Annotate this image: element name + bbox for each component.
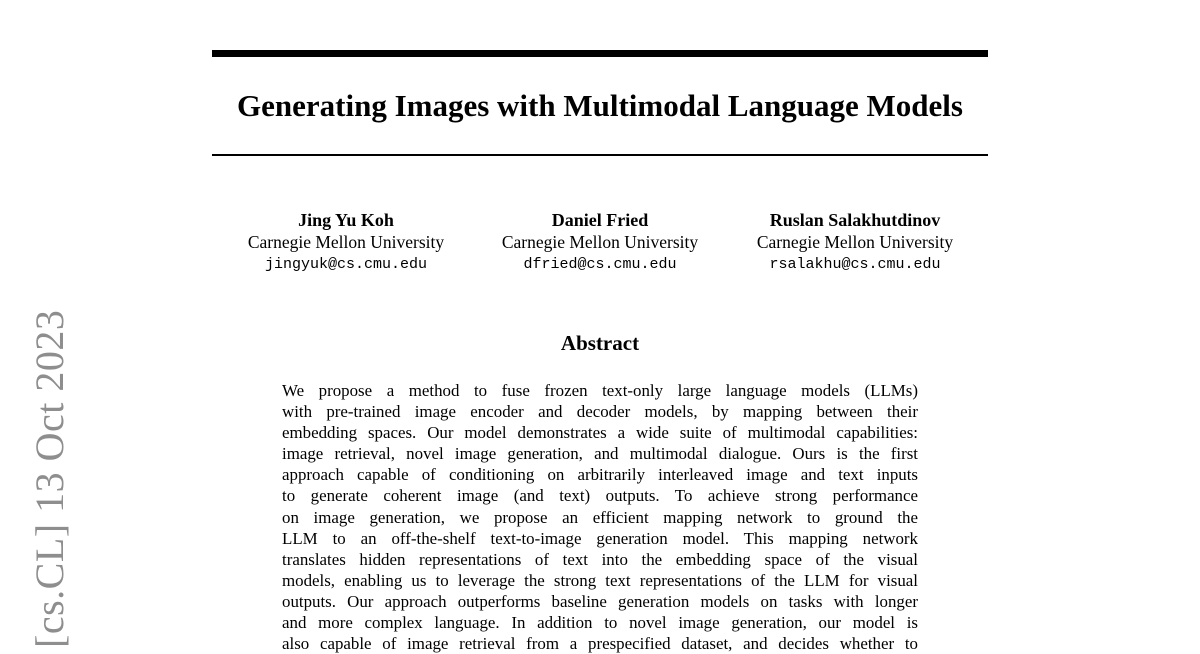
abstract-line: with pre-trained image encoder and decoder models, by mapping between their [282,402,918,422]
author-affiliation: Carnegie Mellon University [756,232,954,252]
abstract-line: translates hidden representations of text into the embedding space of the visual [282,549,918,569]
title-top-rule [212,50,988,57]
abstract-line: to generate coherent image (and text) outputs. To achieve strong performance [282,486,918,506]
author-email: rsalakhu@cs.cmu.edu [769,256,941,273]
paper-title: Generating Images with Multimodal Language Models [237,88,963,123]
author-name: Ruslan Salakhutdinov [769,210,941,230]
author-affiliation: Carnegie Mellon University [501,232,699,252]
arxiv-side-stamp: [cs.CL] 13 Oct 2023 [27,309,72,648]
abstract-line: approach capable of conditioning on arbitrarily interleaved image and text inputs [282,465,918,485]
abstract-line: also capable of image retrieval from a prespecified dataset, and decides whether to [282,634,918,654]
author-affiliation: Carnegie Mellon University [247,232,445,252]
abstract-line: embedding spaces. Our model demonstrates a wide suite of multimodal capabilities: [282,423,918,443]
title-bottom-rule [212,154,988,156]
abstract-line: image retrieval, novel image generation, and multimodal dialogue. Ours is the first [282,444,918,464]
author-email: dfried@cs.cmu.edu [523,256,677,273]
author-block-salakhutdinov [744,209,966,276]
author-email: jingyuk@cs.cmu.edu [264,256,428,273]
abstract-line: and more complex language. In addition to novel image generation, our model is [282,613,918,633]
abstract-line: on image generation, we propose an efficient mapping network to ground the [282,507,918,527]
author-name: Daniel Fried [551,210,649,230]
abstract-heading: Abstract [560,331,640,355]
abstract-line: LLM to an off-the-shelf text-to-image generation model. This mapping network [282,528,918,548]
abstract-line: We propose a method to fuse frozen text-only large language models (LLMs) [282,381,918,400]
author-block-koh [236,209,456,276]
author-block-fried [490,209,710,276]
abstract-body [282,380,918,654]
abstract-line: outputs. Our approach outperforms baseline generation models on tasks with longer [282,591,918,611]
author-name: Jing Yu Koh [298,210,394,230]
abstract-line: models, enabling us to leverage the strong text representations of the LLM for visual [282,570,918,590]
